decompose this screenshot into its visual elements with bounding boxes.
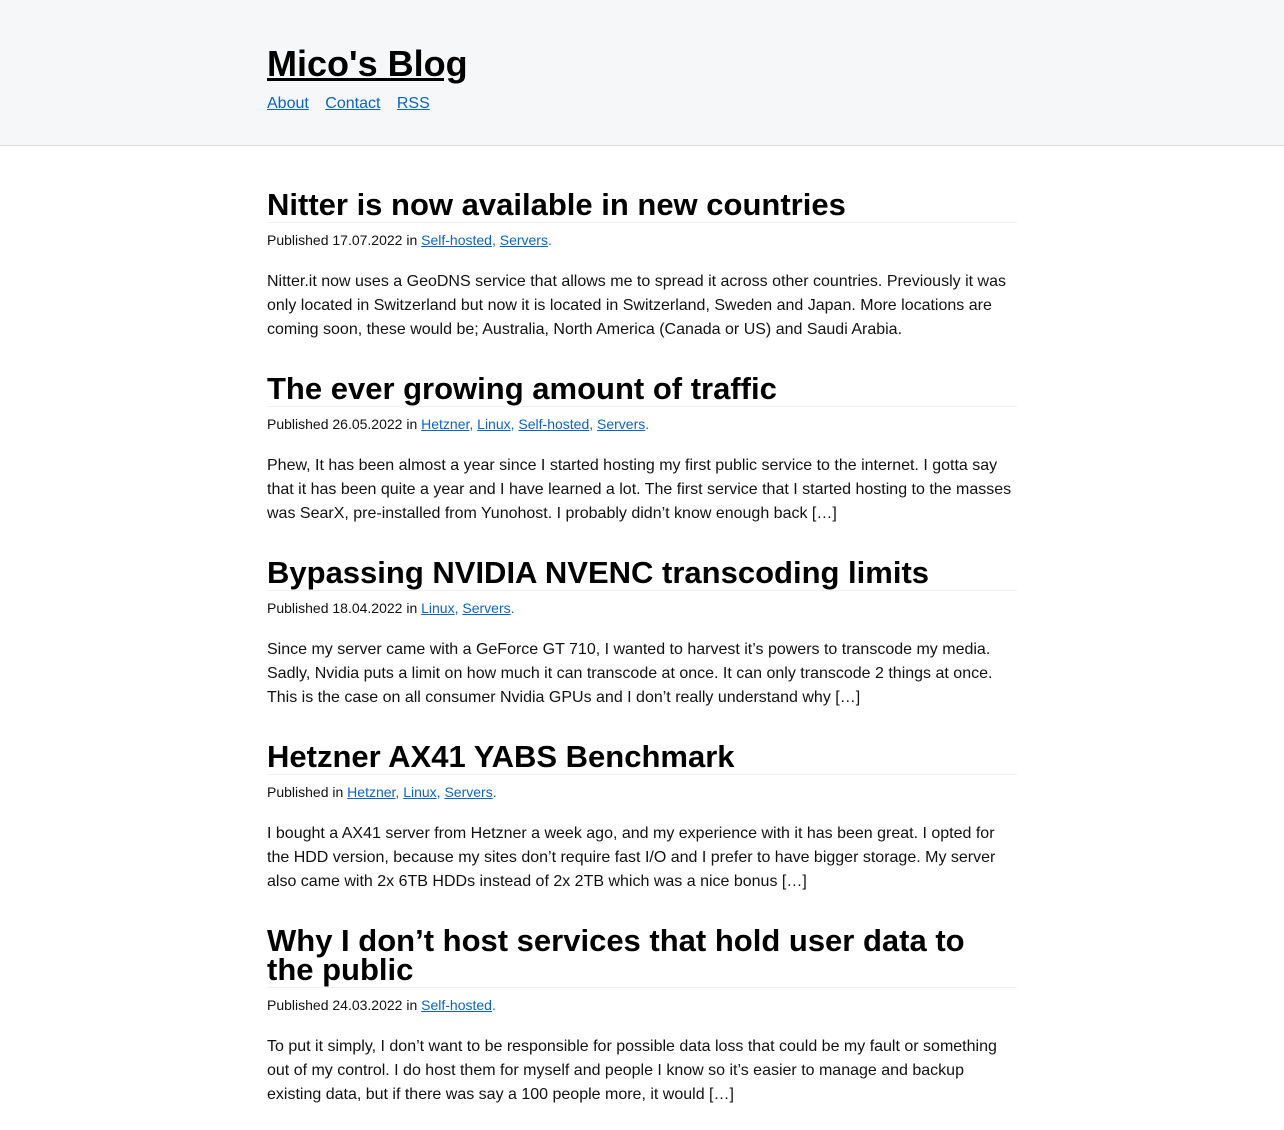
published-info: Published in (267, 784, 344, 800)
category-link[interactable]: Self-hosted (421, 997, 492, 1013)
post-title[interactable]: Nitter is now available in new countries (267, 190, 1017, 223)
site-title (267, 0, 1284, 85)
post-meta: Published 17.07.2022 in Self-hosted, Servers. (267, 232, 552, 248)
nav-rss-link[interactable]: RSS (396, 95, 430, 112)
category-link[interactable]: Self-hosted (421, 232, 492, 248)
post-title[interactable]: Hetzner AX41 YABS Benchmark (267, 742, 1017, 775)
nav-about-link[interactable]: About (267, 95, 309, 112)
category-link[interactable]: Servers (462, 600, 511, 616)
post-excerpt: Nitter.it now uses a GeoDNS service that allows me to spread it across other countries. Previously it was only located in Switzerland but now it is located in Switzerland, Sweden and Japan. More locations are coming soon, these would be; Australia, North America (Canada or US) and Saudi Arabia. (267, 273, 1006, 338)
post-item (267, 923, 1017, 1107)
category-link[interactable]: Servers (444, 784, 493, 800)
category-link[interactable]: Linux (403, 784, 437, 800)
post-excerpt: Since my server came with a GeForce GT 710, I wanted to harvest it’s powers to transcode my media. Sadly, Nvidia puts a limit on how much it can transcode at once. It can only transcode 2 things at once. This is the case on all consumer Nvidia GPUs and I don’t really understand why […] (267, 641, 993, 706)
post-item (267, 187, 1017, 342)
site-title-link[interactable]: Mico's Blog (267, 43, 468, 84)
category-link[interactable]: Servers (499, 232, 548, 248)
site-nav (267, 94, 1284, 114)
category-link[interactable]: Self-hosted (518, 416, 590, 432)
category-link[interactable]: Linux (477, 416, 511, 432)
category-link[interactable]: Servers (597, 416, 646, 432)
post-item (267, 739, 1017, 894)
post-meta: Published 24.03.2022 in Self-hosted. (267, 997, 496, 1013)
post-excerpt: Phew, It has been almost a year since I started hosting my first public service to the internet. I gotta say that it has been quite a year and I have learned a lot. The first service that I started hosting to the masses was SearX, pre-installed from Yunohost. I probably didn’t know enough back […] (267, 457, 1012, 522)
category-link[interactable]: Hetzner (421, 416, 470, 432)
post-item (267, 371, 1017, 526)
category-link[interactable]: Hetzner (347, 784, 396, 800)
post-list (267, 146, 1017, 1107)
published-info: Published 24.03.2022 in (267, 997, 418, 1013)
post-excerpt: I bought a AX41 server from Hetzner a week ago, and my experience with it has been great. I opted for the HDD version, because my sites don’t require fast I/O and I prefer to have bigger storage. My server also came with 2x 6TB HDDs instead of 2x 2TB which was a nice bonus […] (267, 825, 996, 890)
post-title[interactable]: Why I don’t host services that hold user data to the public (267, 926, 1017, 988)
post-item (267, 555, 1017, 710)
post-title[interactable]: The ever growing amount of traffic (267, 374, 1017, 407)
category-link[interactable]: Linux (421, 600, 455, 616)
post-meta: Published 18.04.2022 in Linux, Servers. (267, 600, 515, 616)
post-excerpt: To put it simply, I don’t want to be responsible for possible data loss that could be my fault or something out of my control. I do host them for myself and people I know so it’s easier to manage and backup existing data, but if there was say a 100 people more, it would […] (267, 1038, 997, 1103)
site-header (0, 0, 1284, 146)
post-meta: Published 26.05.2022 in Hetzner, Linux, Self-hosted, Servers. (267, 416, 650, 432)
published-info: Published 17.07.2022 in (267, 232, 418, 248)
published-info: Published 26.05.2022 in (267, 416, 418, 432)
nav-contact-link[interactable]: Contact (325, 95, 381, 112)
published-info: Published 18.04.2022 in (267, 600, 418, 616)
post-meta: Published in Hetzner, Linux, Servers. (267, 784, 497, 800)
post-title[interactable]: Bypassing NVIDIA NVENC transcoding limits (267, 558, 1017, 591)
